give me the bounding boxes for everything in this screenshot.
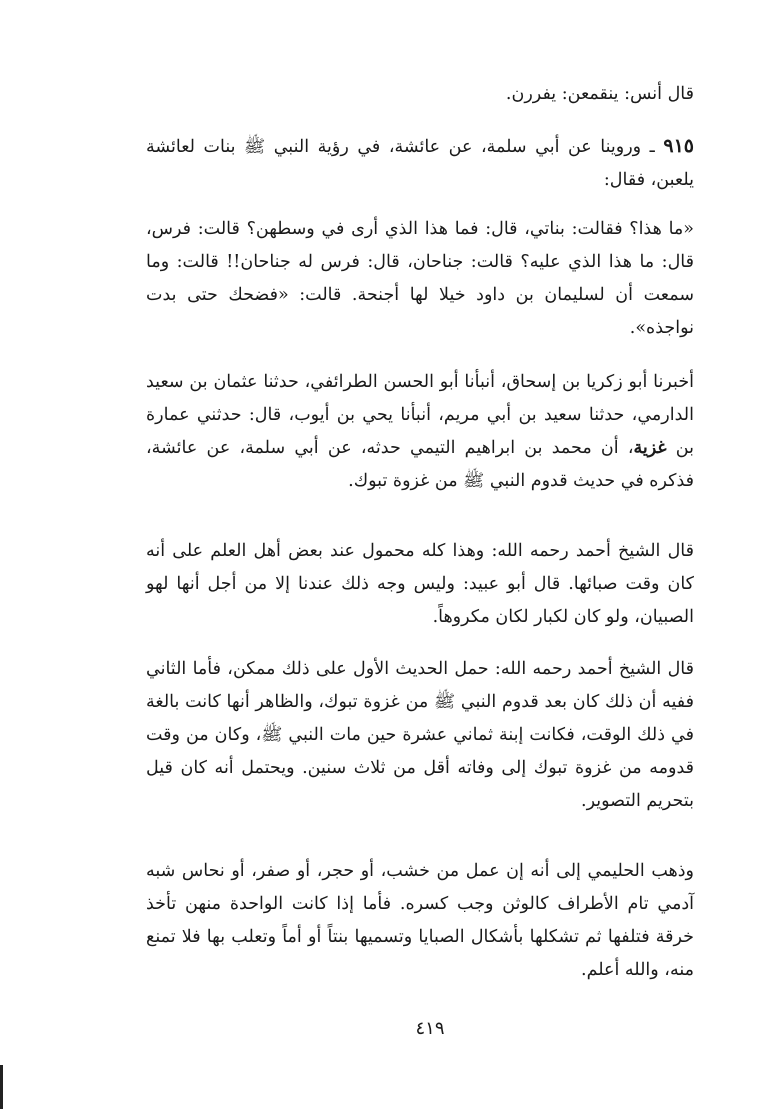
paragraph-sheikh-analysis [146,653,694,818]
narrator-name: غزية [633,438,667,458]
page-number: ٤١٩ [415,1018,445,1039]
paragraph-text: قال أنس: ينقمعن: يفررن. [505,84,694,104]
paragraph-isnad [146,366,694,498]
paragraph-text: ، أن محمد بن ابراهيم التيمي حدثه، عن أبي سلمة، عن عائشة، فذكره في حديث قدوم النبي ﷺ من غزوة تبوك. [146,438,694,491]
paragraph-text: «ما هذا؟ فقالت: بناتي، قال: فما هذا الذي أرى في وسطهن؟ قالت: فرس، قال: ما هذا الذي عليه؟ قالت: جناحان، قال: فرس له جناحان!! قالت: وما سمعت أن لسليمان بن داود خيلا لها أجنحة. قالت: «فضحك حتى بدت نواجذه». [146,219,694,338]
paragraph-halimi-opinion [146,855,694,987]
paragraph-text: وذهب الحليمي إلى أنه إن عمل من خشب، أو حجر، أو صفر، أو نحاس شبه آدمي تام الأطراف كالوثن وجب كسره. فأما إذا كانت الواحدة منهن تأخذ خرقة فتلفها ثم تشكلها بأشكال الصبايا وتسميها بنتاً أو أماً وتعلب بها فلا تمنع منه، والله أعلم. [146,861,694,980]
hadith-number: ٩١٥ [663,135,694,157]
paragraph-text: أخبرنا أبو زكريا بن إسحاق، أنبأنا أبو الحسن الطرائفي، حدثنا عثمان بن سعيد الدارمي، حدثنا سعيد بن أبي مريم، أنبأنا يحي بن أيوب، قال: حدثني عمارة بن [146,372,694,458]
paragraph-sheikh-comment [146,535,694,634]
paragraph-hadith-915 [146,130,694,197]
paragraph-text: ـ وروينا عن أبي سلمة، عن عائشة، في رؤية النبي ﷺ بنات لعائشة يلعبن، فقال: [146,137,694,190]
paragraph-text: قال الشيخ أحمد رحمه الله: وهذا كله محمول عند بعض أهل العلم على أنه كان وقت صبائها. قال أبو عبيد: وليس وجه ذلك عندنا إلا من أجل أنها لهو الصبيان، ولو كان لكبار لكان مكروهاً. [146,541,694,627]
paragraph-hadith-dialogue [146,213,694,345]
paragraph-ins-quote [146,78,694,111]
scan-edge-mark [0,1065,3,1109]
paragraph-text: قال الشيخ أحمد رحمه الله: حمل الحديث الأول على ذلك ممكن، فأما الثاني ففيه أن ذلك كان بعد قدوم النبي ﷺ من غزوة تبوك، والظاهر أنها كانت بالغة في ذلك الوقت، فكانت إبنة ثماني عشرة حين مات النبي ﷺ، وكان من وقت قدومه من غزوة تبوك إلى وفاته أقل من ثلاث سنين. ويحتمل أنه كان قيل بتحريم التصوير. [146,659,694,811]
